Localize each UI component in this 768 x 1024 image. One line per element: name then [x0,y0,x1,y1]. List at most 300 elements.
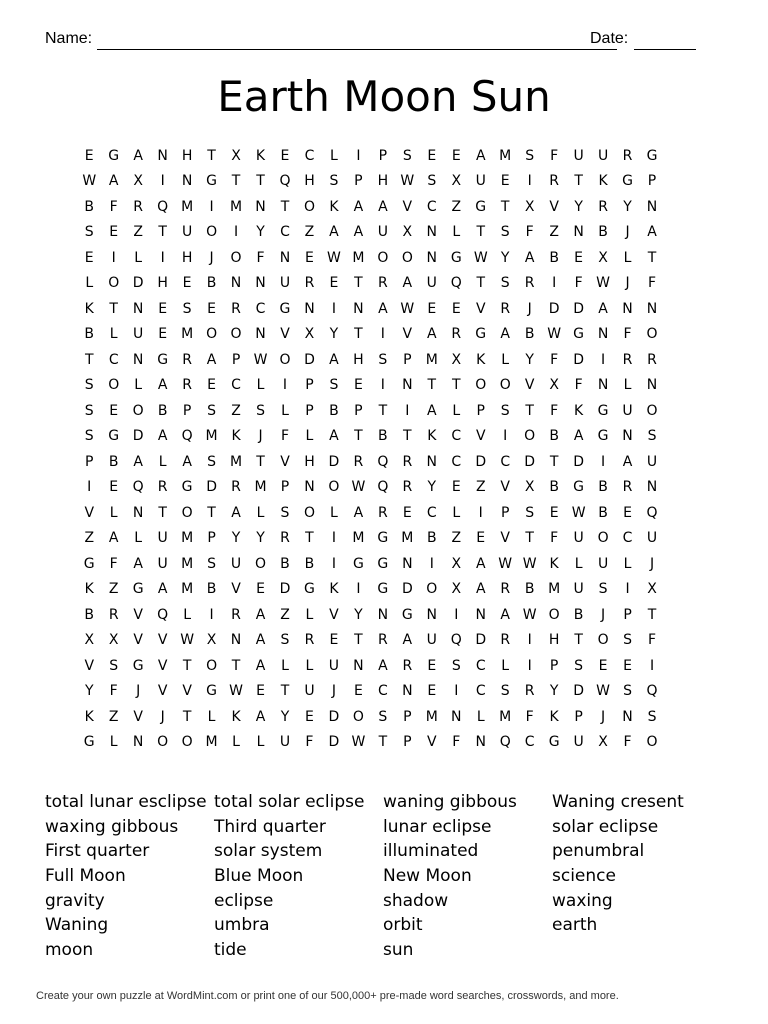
grid-letter[interactable]: L [256,504,265,521]
grid-letter[interactable]: I [454,683,459,700]
grid-letter[interactable]: S [402,147,412,164]
grid-letter[interactable]: T [305,530,314,547]
grid-letter[interactable]: S [525,504,535,521]
grid-letter[interactable]: I [552,275,557,292]
grid-letter[interactable]: Z [108,581,119,598]
grid-letter[interactable]: T [451,377,461,394]
grid-letter[interactable]: S [109,657,119,674]
grid-letter[interactable]: Z [108,708,119,725]
grid-letter[interactable]: B [598,504,608,521]
grid-letter[interactable]: Y [427,479,437,496]
grid-letter[interactable]: U [475,173,486,190]
grid-letter[interactable]: D [573,300,584,317]
grid-letter[interactable]: S [451,657,461,674]
grid-letter[interactable]: A [475,555,486,572]
grid-letter[interactable]: R [377,275,388,292]
grid-letter[interactable]: J [601,606,606,623]
grid-letter[interactable]: H [304,453,315,470]
grid-letter[interactable]: C [524,734,535,751]
grid-letter[interactable]: W [522,555,537,572]
grid-letter[interactable]: V [157,632,168,649]
grid-letter[interactable]: B [84,326,95,343]
grid-letter[interactable]: L [305,657,314,674]
grid-letter[interactable]: A [475,147,486,164]
grid-letter[interactable]: M [181,198,194,215]
grid-letter[interactable]: L [183,606,192,623]
grid-letter[interactable]: O [475,377,487,394]
grid-letter[interactable]: N [279,249,291,266]
grid-letter[interactable]: C [622,530,633,547]
grid-letter[interactable]: F [647,275,657,292]
grid-letter[interactable]: T [280,198,290,215]
grid-letter[interactable]: L [85,275,94,292]
grid-letter[interactable]: T [158,224,167,241]
grid-letter[interactable]: R [231,300,241,317]
grid-letter[interactable]: I [331,300,336,317]
grid-letter[interactable]: E [158,300,168,317]
grid-letter[interactable]: P [476,402,485,419]
grid-letter[interactable]: T [574,632,583,649]
grid-letter[interactable]: K [574,402,584,419]
grid-letter[interactable]: Q [450,275,462,292]
grid-letter[interactable]: P [207,530,216,547]
grid-letter[interactable]: L [452,504,461,521]
grid-letter[interactable]: B [598,224,608,241]
grid-letter[interactable]: C [475,657,486,674]
grid-letter[interactable]: F [109,198,118,215]
grid-letter[interactable]: F [525,224,534,241]
grid-letter[interactable]: F [574,275,583,292]
grid-letter[interactable]: A [182,453,192,470]
grid-letter[interactable]: P [500,504,510,521]
grid-letter[interactable]: K [329,198,339,215]
grid-letter[interactable]: F [280,428,290,445]
grid-letter[interactable]: G [548,734,560,751]
grid-letter[interactable]: A [427,402,437,419]
grid-letter[interactable]: T [256,453,265,470]
grid-letter[interactable]: X [598,249,608,266]
grid-letter[interactable]: L [574,555,583,572]
grid-letter[interactable]: S [500,402,510,419]
grid-letter[interactable]: G [377,530,389,547]
grid-letter[interactable]: D [573,453,584,470]
grid-letter[interactable]: T [549,453,559,470]
grid-letter[interactable]: J [625,275,630,292]
grid-letter[interactable]: T [403,428,412,445]
grid-letter[interactable]: N [230,632,242,649]
grid-letter[interactable]: O [108,377,120,394]
grid-letter[interactable]: H [157,275,168,292]
grid-letter[interactable]: J [601,708,606,725]
grid-letter[interactable]: A [378,300,388,317]
grid-letter[interactable]: A [157,581,168,598]
grid-letter[interactable]: E [598,657,608,674]
grid-letter[interactable]: I [625,581,630,598]
grid-letter[interactable]: P [305,377,314,394]
grid-letter[interactable]: E [623,657,632,674]
grid-letter[interactable]: B [549,479,559,496]
grid-letter[interactable]: T [354,275,363,292]
grid-letter[interactable]: A [573,428,584,445]
grid-letter[interactable]: I [356,581,361,598]
grid-letter[interactable]: E [109,479,119,496]
grid-letter[interactable]: A [231,504,241,521]
grid-letter[interactable]: G [132,581,144,598]
grid-letter[interactable]: P [85,453,94,470]
grid-letter[interactable]: Y [500,249,510,266]
grid-letter[interactable]: O [206,657,218,674]
grid-letter[interactable]: B [378,428,388,445]
grid-letter[interactable]: X [451,555,462,572]
grid-letter[interactable]: X [524,479,535,496]
grid-letter[interactable]: R [280,530,290,547]
grid-letter[interactable]: N [475,734,486,751]
grid-letter[interactable]: R [500,300,511,317]
grid-letter[interactable]: B [573,606,584,623]
grid-letter[interactable]: V [280,326,290,343]
grid-letter[interactable]: M [548,581,561,598]
grid-letter[interactable]: S [427,173,437,190]
grid-letter[interactable]: A [255,657,266,674]
grid-letter[interactable]: N [646,300,658,317]
grid-letter[interactable]: U [573,734,584,751]
grid-letter[interactable]: W [596,275,610,292]
grid-letter[interactable]: V [133,606,143,623]
grid-letter[interactable]: R [647,351,657,368]
grid-letter[interactable]: F [305,734,314,751]
grid-letter[interactable]: T [427,377,437,394]
grid-letter[interactable]: V [402,198,413,215]
grid-letter[interactable]: C [451,453,462,470]
grid-letter[interactable]: D [475,632,487,649]
grid-letter[interactable]: A [402,632,413,649]
grid-letter[interactable]: A [255,632,266,649]
grid-letter[interactable]: O [426,581,438,598]
grid-letter[interactable]: T [574,173,583,190]
grid-letter[interactable]: I [209,198,214,215]
grid-letter[interactable]: G [83,734,95,751]
grid-letter[interactable]: R [157,479,168,496]
grid-letter[interactable]: Y [623,198,632,215]
grid-letter[interactable]: W [351,734,366,751]
grid-letter[interactable]: X [108,632,119,649]
grid-letter[interactable]: O [597,530,609,547]
grid-letter[interactable]: R [524,683,535,700]
grid-letter[interactable]: L [623,555,632,572]
grid-letter[interactable]: E [476,530,486,547]
grid-letter[interactable]: G [450,249,462,266]
grid-letter[interactable]: W [400,300,415,317]
grid-letter[interactable]: A [500,606,510,623]
grid-letter[interactable]: A [157,428,168,445]
grid-letter[interactable]: X [598,734,608,751]
grid-letter[interactable]: D [401,581,413,598]
grid-letter[interactable]: C [231,377,241,394]
grid-letter[interactable]: E [256,581,265,598]
grid-letter[interactable]: Q [499,734,511,751]
grid-letter[interactable]: E [207,300,216,317]
grid-letter[interactable]: Q [181,428,193,445]
grid-letter[interactable]: H [181,249,193,266]
grid-letter[interactable]: U [622,402,633,419]
grid-letter[interactable]: H [304,173,315,190]
grid-letter[interactable]: U [646,453,658,470]
grid-letter[interactable]: I [331,530,336,547]
grid-letter[interactable]: N [304,300,315,317]
grid-letter[interactable]: O [157,734,169,751]
grid-letter[interactable]: O [181,504,193,521]
grid-letter[interactable]: T [525,530,534,547]
grid-letter[interactable]: M [352,530,365,547]
grid-letter[interactable]: N [622,708,633,725]
grid-letter[interactable]: A [329,351,339,368]
grid-letter[interactable]: A [206,351,217,368]
grid-letter[interactable]: A [133,147,143,164]
grid-letter[interactable]: U [646,530,658,547]
grid-letter[interactable]: S [84,402,94,419]
grid-letter[interactable]: V [182,683,192,700]
grid-letter[interactable]: I [429,555,434,572]
grid-letter[interactable]: B [157,402,168,419]
grid-letter[interactable]: O [279,351,291,368]
grid-letter[interactable]: N [475,606,486,623]
grid-letter[interactable]: E [451,147,461,164]
grid-letter[interactable]: N [426,453,438,470]
grid-letter[interactable]: K [84,708,94,725]
grid-letter[interactable]: Q [157,606,169,623]
grid-letter[interactable]: C [426,504,437,521]
grid-letter[interactable]: P [231,351,241,368]
grid-letter[interactable]: F [256,249,265,266]
grid-letter[interactable]: J [136,683,141,700]
grid-letter[interactable]: E [305,249,314,266]
grid-letter[interactable]: L [134,377,143,394]
grid-letter[interactable]: T [476,224,486,241]
grid-letter[interactable]: Q [450,632,462,649]
grid-letter[interactable]: B [329,402,339,419]
grid-letter[interactable]: T [231,657,241,674]
grid-letter[interactable]: X [524,198,535,215]
grid-letter[interactable]: C [426,198,437,215]
grid-letter[interactable]: X [549,377,559,394]
grid-letter[interactable]: Z [231,402,241,419]
grid-letter[interactable]: E [109,224,119,241]
grid-letter[interactable]: Z [280,606,290,623]
grid-letter[interactable]: O [646,326,658,343]
grid-letter[interactable]: S [378,708,388,725]
grid-letter[interactable]: R [622,479,633,496]
grid-letter[interactable]: N [353,657,364,674]
grid-letter[interactable]: R [622,351,633,368]
grid-letter[interactable]: D [132,275,144,292]
grid-letter[interactable]: R [304,632,315,649]
grid-letter[interactable]: O [206,224,218,241]
grid-letter[interactable]: N [353,300,364,317]
grid-letter[interactable]: V [524,377,535,394]
grid-letter[interactable]: T [500,198,510,215]
grid-letter[interactable]: W [82,173,97,190]
grid-letter[interactable]: L [501,657,510,674]
grid-letter[interactable]: N [255,275,266,292]
grid-letter[interactable]: D [328,734,340,751]
grid-letter[interactable]: P [403,734,412,751]
grid-letter[interactable]: Y [574,198,583,215]
grid-letter[interactable]: N [181,173,193,190]
grid-letter[interactable]: L [281,402,289,419]
grid-letter[interactable]: Z [475,479,486,496]
grid-letter[interactable]: K [329,581,339,598]
grid-letter[interactable]: E [329,632,339,649]
grid-letter[interactable]: F [550,402,559,419]
grid-letter[interactable]: Y [231,530,241,547]
grid-letter[interactable]: V [402,326,413,343]
grid-letter[interactable]: X [451,581,462,598]
grid-letter[interactable]: L [452,402,461,419]
grid-letter[interactable]: D [548,300,560,317]
grid-letter[interactable]: P [403,708,412,725]
grid-letter[interactable]: Z [304,224,315,241]
grid-letter[interactable]: K [84,581,94,598]
grid-letter[interactable]: S [525,147,535,164]
grid-letter[interactable]: E [574,249,584,266]
grid-letter[interactable]: Y [525,351,534,368]
grid-letter[interactable]: K [476,351,486,368]
grid-letter[interactable]: E [305,708,314,725]
grid-letter[interactable]: K [231,428,241,445]
grid-letter[interactable]: M [425,351,438,368]
grid-letter[interactable]: N [426,606,438,623]
grid-letter[interactable]: A [353,198,364,215]
grid-letter[interactable]: V [133,632,143,649]
grid-letter[interactable]: K [427,428,437,445]
grid-letter[interactable]: A [255,708,266,725]
grid-letter[interactable]: T [354,326,363,343]
grid-letter[interactable]: N [255,326,266,343]
grid-letter[interactable]: Y [329,326,339,343]
grid-letter[interactable]: H [548,632,560,649]
grid-letter[interactable]: T [476,275,486,292]
grid-letter[interactable]: P [182,402,192,419]
grid-letter[interactable]: F [647,632,657,649]
grid-letter[interactable]: T [182,657,192,674]
grid-letter[interactable]: M [254,479,267,496]
grid-letter[interactable]: P [354,402,363,419]
grid-letter[interactable]: A [378,198,388,215]
grid-letter[interactable]: E [427,657,437,674]
grid-letter[interactable]: R [377,632,388,649]
grid-letter[interactable]: S [256,402,265,419]
grid-letter[interactable]: B [549,249,559,266]
grid-letter[interactable]: S [500,224,510,241]
grid-letter[interactable]: B [549,428,559,445]
grid-letter[interactable]: G [132,657,144,674]
grid-letter[interactable]: R [231,479,241,496]
grid-letter[interactable]: B [108,453,119,470]
grid-letter[interactable]: J [331,683,336,700]
grid-letter[interactable]: S [84,224,94,241]
grid-letter[interactable]: X [451,173,462,190]
grid-letter[interactable]: N [573,224,584,241]
grid-letter[interactable]: D [304,351,315,368]
grid-letter[interactable]: O [352,708,364,725]
grid-letter[interactable]: E [427,683,437,700]
grid-letter[interactable]: P [403,351,412,368]
grid-letter[interactable]: N [132,734,144,751]
grid-letter[interactable]: Z [451,198,462,215]
grid-letter[interactable]: T [647,249,657,266]
grid-letter[interactable]: Z [84,530,95,547]
grid-letter[interactable]: E [207,377,216,394]
grid-letter[interactable]: X [84,632,95,649]
grid-letter[interactable]: Z [133,224,143,241]
grid-letter[interactable]: E [329,275,339,292]
grid-letter[interactable]: S [623,683,632,700]
grid-letter[interactable]: S [280,504,290,521]
grid-letter[interactable]: D [573,683,584,700]
grid-letter[interactable]: N [597,326,609,343]
grid-letter[interactable]: T [525,402,534,419]
grid-letter[interactable]: U [304,683,315,700]
grid-letter[interactable]: L [476,708,485,725]
grid-letter[interactable]: I [380,377,385,394]
grid-letter[interactable]: B [84,606,95,623]
grid-letter[interactable]: T [378,734,388,751]
grid-letter[interactable]: S [207,555,217,572]
grid-letter[interactable]: X [647,581,657,598]
grid-letter[interactable]: K [255,147,266,164]
grid-letter[interactable]: B [524,581,535,598]
grid-letter[interactable]: D [328,453,340,470]
grid-letter[interactable]: U [377,224,388,241]
grid-letter[interactable]: V [231,581,241,598]
grid-letter[interactable]: A [108,530,119,547]
grid-letter[interactable]: K [549,708,559,725]
grid-letter[interactable]: R [304,275,315,292]
grid-letter[interactable]: T [207,504,216,521]
grid-letter[interactable]: O [303,198,315,215]
grid-letter[interactable]: W [571,504,586,521]
grid-letter[interactable]: Q [132,479,144,496]
grid-letter[interactable]: S [500,683,510,700]
grid-letter[interactable]: O [303,504,315,521]
grid-letter[interactable]: U [573,530,584,547]
grid-letter[interactable]: S [647,708,657,725]
grid-letter[interactable]: S [647,428,657,445]
grid-letter[interactable]: Z [549,224,559,241]
grid-letter[interactable]: N [132,351,144,368]
grid-letter[interactable]: N [132,300,144,317]
grid-letter[interactable]: I [87,479,92,496]
grid-letter[interactable]: R [133,198,144,215]
grid-letter[interactable]: N [451,708,462,725]
grid-letter[interactable]: N [230,275,242,292]
grid-letter[interactable]: T [378,402,388,419]
grid-letter[interactable]: T [354,428,363,445]
grid-letter[interactable]: R [402,657,413,674]
grid-letter[interactable]: R [108,606,119,623]
grid-letter[interactable]: K [231,708,241,725]
grid-letter[interactable]: B [304,555,315,572]
grid-letter[interactable]: W [351,479,366,496]
grid-letter[interactable]: G [206,683,217,700]
grid-letter[interactable]: B [598,479,608,496]
grid-letter[interactable]: A [329,224,339,241]
grid-letter[interactable]: V [157,683,168,700]
grid-letter[interactable]: G [597,402,609,419]
grid-letter[interactable]: A [329,428,339,445]
grid-letter[interactable]: G [304,581,315,598]
grid-letter[interactable]: G [377,581,389,598]
